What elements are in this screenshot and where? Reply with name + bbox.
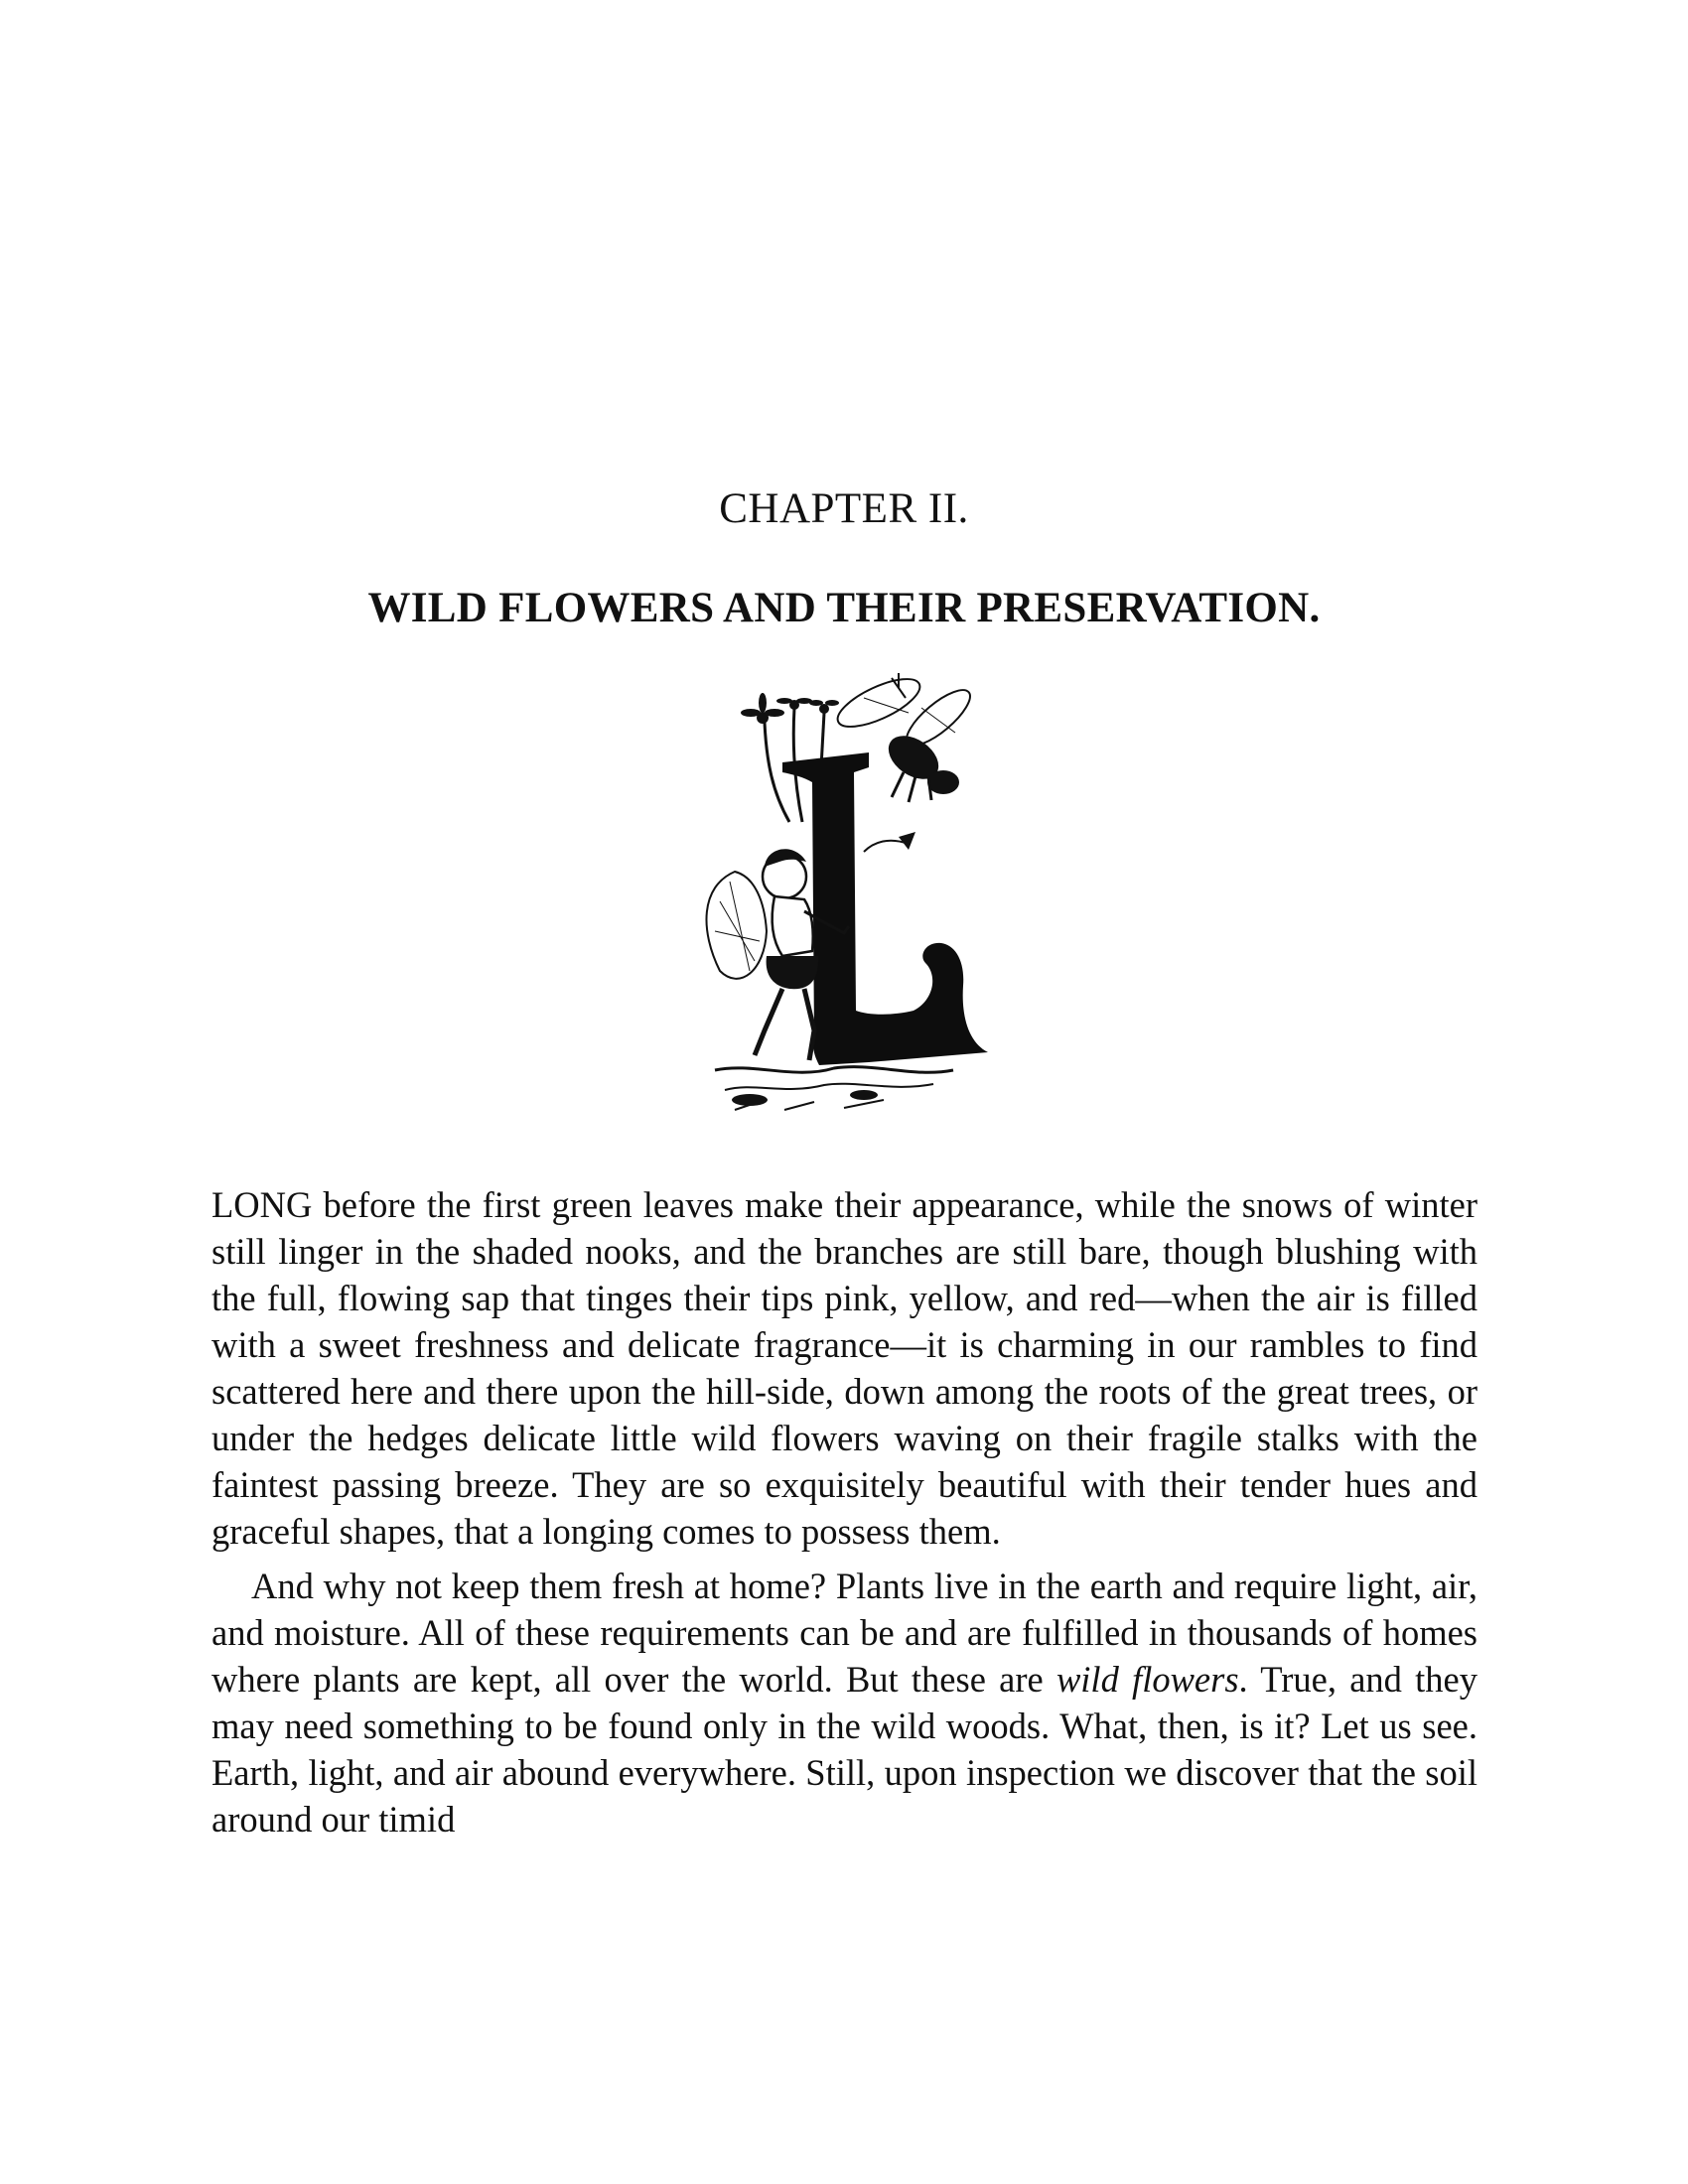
paragraph-2 [211, 1563, 1477, 1843]
paragraph-1: LONG before the first green leaves make their appearance, while the snows of winter still linger in the shaded nooks, and the branches are still bare, though blushing with the full, flowing sap that tinges their tips pink, yellow, and red—when the air is filled with a sweet freshness and delicate fragrance—it is charming in our rambles to find scattered here and there upon the hill-side, down among the roots of the great trees, or under the hedges delicate little wild flowers waving on their fragile stalks with the faintest passing breeze. They are so exquisitely beautiful with their tender hues and graceful shapes, that a longing comes to possess them. [211, 1184, 1477, 1552]
chapter-number: CHAPTER II. [719, 485, 969, 532]
body-text [211, 1181, 1477, 1850]
paragraph-2-italic-phrase: wild flowers [1055, 1659, 1239, 1700]
fairy-and-bee-initial-icon [695, 673, 993, 1130]
paragraph-2-part-2: . True, and they may need something to be found only in the wild woods. What, then, is it? Let us see. Earth, light, and air abound everywhere. Still, upon inspection we discover that the soil around our timid [211, 1659, 1477, 1840]
paragraph-2-part-1: And why not keep them fresh at home? Plants live in the earth and require light, air, and moisture. All of these requirements can be and are fulfilled in thousands of homes where plants are kept, all over the world. But these are [211, 1566, 1477, 1700]
chapter-title: WILD FLOWERS AND THEIR PRESERVATION. [367, 585, 1321, 631]
